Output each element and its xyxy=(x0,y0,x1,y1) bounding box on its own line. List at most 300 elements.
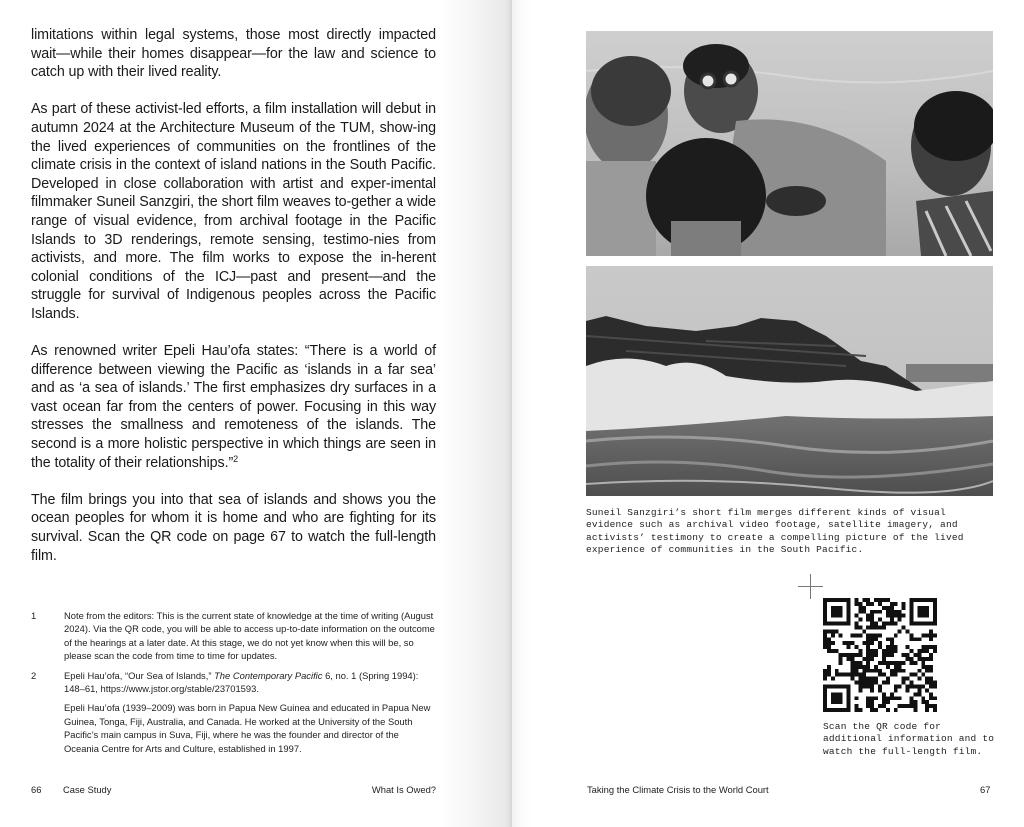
footnotes xyxy=(31,609,436,761)
qr-module xyxy=(921,610,925,614)
qr-module xyxy=(858,681,862,685)
qr-module xyxy=(898,704,902,708)
qr-module xyxy=(929,653,933,657)
qr-module xyxy=(823,688,827,692)
qr-module xyxy=(894,665,898,669)
qr-code-image[interactable] xyxy=(823,598,937,712)
qr-module xyxy=(882,704,886,708)
photo-waves-rocks-image xyxy=(586,266,993,496)
qr-module xyxy=(886,665,890,669)
qr-module xyxy=(909,700,913,704)
qr-module xyxy=(882,681,886,685)
qr-module xyxy=(878,688,882,692)
qr-module xyxy=(835,673,839,677)
qr-module xyxy=(894,708,898,712)
qr-module xyxy=(913,700,917,704)
qr-module xyxy=(858,688,862,692)
footnote-number: 1 xyxy=(31,610,37,621)
qr-module xyxy=(862,598,866,602)
qr-module xyxy=(823,598,827,602)
qr-module xyxy=(933,708,937,712)
qr-module xyxy=(854,614,858,618)
qr-module xyxy=(847,618,851,622)
qr-module xyxy=(854,673,858,677)
qr-module xyxy=(878,669,882,673)
qr-module xyxy=(870,657,874,661)
qr-module xyxy=(921,622,925,626)
qr-module xyxy=(878,598,882,602)
qr-module xyxy=(890,606,894,610)
qr-module xyxy=(909,673,913,677)
qr-module xyxy=(933,606,937,610)
qr-module xyxy=(902,653,906,657)
qr-module xyxy=(827,598,831,602)
qr-module xyxy=(862,665,866,669)
qr-module xyxy=(823,622,827,626)
qr-module xyxy=(870,684,874,688)
body-text xyxy=(31,26,436,584)
qr-module xyxy=(831,649,835,653)
qr-module xyxy=(862,684,866,688)
qr-module xyxy=(835,649,839,653)
qr-module xyxy=(890,649,894,653)
qr-module xyxy=(882,622,886,626)
qr-module xyxy=(925,610,929,614)
qr-module xyxy=(925,677,929,681)
qr-module xyxy=(890,696,894,700)
qr-module xyxy=(866,602,870,606)
qr-module xyxy=(843,708,847,712)
qr-module xyxy=(854,626,858,630)
qr-module xyxy=(870,653,874,657)
qr-module xyxy=(851,657,855,661)
qr-module xyxy=(917,598,921,602)
qr-module xyxy=(870,669,874,673)
qr-module xyxy=(862,681,866,685)
qr-module xyxy=(906,677,910,681)
qr-module xyxy=(894,696,898,700)
qr-module xyxy=(890,653,894,657)
qr-module xyxy=(839,657,843,661)
qr-module xyxy=(933,704,937,708)
qr-module xyxy=(886,649,890,653)
qr-module xyxy=(913,704,917,708)
qr-module xyxy=(862,610,866,614)
qr-module xyxy=(858,626,862,630)
qr-module xyxy=(858,653,862,657)
qr-module xyxy=(909,681,913,685)
running-title-left: What Is Owed? xyxy=(371,784,436,795)
footnote-citation xyxy=(64,669,436,696)
qr-module xyxy=(874,653,878,657)
qr-module xyxy=(827,669,831,673)
qr-module xyxy=(917,657,921,661)
qr-module xyxy=(929,622,933,626)
qr-module xyxy=(898,696,902,700)
qr-module xyxy=(882,606,886,610)
qr-module xyxy=(894,622,898,626)
qr-module xyxy=(823,633,827,637)
running-title-right: Taking the Climate Crisis to the World Court xyxy=(587,784,769,795)
qr-module xyxy=(870,696,874,700)
qr-module xyxy=(886,606,890,610)
qr-module xyxy=(933,622,937,626)
paragraph-3 xyxy=(31,342,436,472)
qr-module xyxy=(847,708,851,712)
qr-module xyxy=(866,684,870,688)
qr-module xyxy=(878,641,882,645)
qr-module xyxy=(831,700,835,704)
qr-module xyxy=(906,629,910,633)
qr-module xyxy=(890,602,894,606)
qr-module xyxy=(870,626,874,630)
qr-module xyxy=(909,598,913,602)
qr-module xyxy=(831,622,835,626)
qr-module xyxy=(933,610,937,614)
qr-module xyxy=(925,681,929,685)
qr-module xyxy=(847,653,851,657)
qr-module xyxy=(890,614,894,618)
qr-module xyxy=(870,708,874,712)
qr-module xyxy=(933,618,937,622)
qr-module xyxy=(890,618,894,622)
qr-module xyxy=(854,681,858,685)
qr-module xyxy=(854,653,858,657)
qr-module xyxy=(917,653,921,657)
qr-module xyxy=(929,645,933,649)
qr-module xyxy=(823,696,827,700)
qr-module xyxy=(878,602,882,606)
qr-module xyxy=(839,653,843,657)
qr-module xyxy=(847,700,851,704)
qr-module xyxy=(874,610,878,614)
qr-module xyxy=(929,637,933,641)
qr-module xyxy=(823,700,827,704)
qr-module xyxy=(933,649,937,653)
qr-module xyxy=(874,598,878,602)
photo-men-gathered xyxy=(586,31,993,256)
qr-module xyxy=(866,661,870,665)
qr-module xyxy=(929,692,933,696)
qr-module xyxy=(827,708,831,712)
qr-module xyxy=(854,622,858,626)
qr-module xyxy=(835,610,839,614)
qr-module xyxy=(862,629,866,633)
qr-module xyxy=(886,653,890,657)
qr-module xyxy=(898,629,902,633)
qr-module xyxy=(913,637,917,641)
qr-module xyxy=(835,614,839,618)
photo-caption: Suneil Sanzgiri’s short film merges different kinds of visual evidence such as archival video footage, satellite imagery, and activists’ testimony to create a compelling picture of the lived experience of communities in the South Pacific. xyxy=(586,507,964,555)
qr-module xyxy=(823,637,827,641)
qr-module xyxy=(886,598,890,602)
qr-module xyxy=(909,657,913,661)
qr-module xyxy=(921,657,925,661)
qr-module xyxy=(870,681,874,685)
qr-module xyxy=(835,692,839,696)
qr-module xyxy=(909,704,913,708)
qr-module xyxy=(866,637,870,641)
qr-module xyxy=(823,614,827,618)
qr-module xyxy=(866,665,870,669)
qr-module xyxy=(898,665,902,669)
qr-module xyxy=(894,633,898,637)
qr-module xyxy=(921,700,925,704)
qr-module xyxy=(925,622,929,626)
qr-module xyxy=(851,673,855,677)
qr-module xyxy=(858,618,862,622)
qr-module xyxy=(874,681,878,685)
qr-module xyxy=(854,602,858,606)
qr-module xyxy=(866,645,870,649)
qr-module xyxy=(882,649,886,653)
qr-module xyxy=(886,700,890,704)
photo-waves-rocks xyxy=(586,266,993,496)
qr-module xyxy=(870,610,874,614)
qr-module xyxy=(831,633,835,637)
qr-module xyxy=(823,606,827,610)
qr-module xyxy=(831,677,835,681)
qr-module xyxy=(933,598,937,602)
qr-module xyxy=(874,677,878,681)
qr-module xyxy=(882,661,886,665)
qr-module xyxy=(878,673,882,677)
qr-module xyxy=(854,633,858,637)
qr-module xyxy=(847,657,851,661)
qr-module xyxy=(835,684,839,688)
qr-module xyxy=(847,614,851,618)
qr-module xyxy=(866,598,870,602)
qr-module xyxy=(933,696,937,700)
qr-module xyxy=(921,645,925,649)
qr-module xyxy=(866,669,870,673)
qr-module xyxy=(870,614,874,618)
qr-module xyxy=(921,696,925,700)
qr-module xyxy=(894,645,898,649)
qr-module xyxy=(862,606,866,610)
qr-module xyxy=(870,602,874,606)
qr-module xyxy=(894,649,898,653)
qr-module xyxy=(878,633,882,637)
qr-module xyxy=(854,669,858,673)
qr-module xyxy=(831,629,835,633)
qr-module xyxy=(894,673,898,677)
qr-module xyxy=(925,645,929,649)
qr-module xyxy=(890,641,894,645)
qr-module xyxy=(882,657,886,661)
qr-module xyxy=(858,661,862,665)
qr-module xyxy=(874,633,878,637)
qr-module xyxy=(870,688,874,692)
qr-module xyxy=(917,692,921,696)
qr-module xyxy=(854,661,858,665)
qr-module xyxy=(858,708,862,712)
qr-module xyxy=(886,681,890,685)
crop-mark-icon xyxy=(798,574,823,599)
qr-module xyxy=(925,665,929,669)
qr-module xyxy=(866,626,870,630)
citation-details[interactable]: 6, no. 1 (Spring 1994): 148–61, https://www.jstor.org/stable/23701593. xyxy=(64,669,419,695)
qr-module xyxy=(909,610,913,614)
qr-module xyxy=(874,622,878,626)
qr-module xyxy=(870,637,874,641)
qr-module xyxy=(906,704,910,708)
qr-module xyxy=(827,641,831,645)
qr-module xyxy=(917,669,921,673)
qr-module xyxy=(870,700,874,704)
qr-module xyxy=(925,606,929,610)
footnote-ref-2[interactable]: 2 xyxy=(233,453,239,464)
qr-module xyxy=(823,684,827,688)
qr-module xyxy=(913,692,917,696)
qr-module xyxy=(835,598,839,602)
qr-module xyxy=(882,696,886,700)
qr-module xyxy=(917,684,921,688)
qr-module xyxy=(909,633,913,637)
qr-module xyxy=(858,606,862,610)
qr-module xyxy=(851,665,855,669)
qr-module xyxy=(925,657,929,661)
qr-module xyxy=(835,606,839,610)
qr-module xyxy=(906,688,910,692)
qr-module xyxy=(906,645,910,649)
qr-module xyxy=(847,602,851,606)
qr-module xyxy=(894,684,898,688)
qr-module xyxy=(854,645,858,649)
qr-module xyxy=(902,704,906,708)
qr-module xyxy=(870,622,874,626)
qr-module xyxy=(902,606,906,610)
qr-module xyxy=(921,684,925,688)
qr-module xyxy=(933,645,937,649)
footnote-1 xyxy=(31,609,436,663)
qr-module xyxy=(858,610,862,614)
qr-module xyxy=(890,622,894,626)
qr-module xyxy=(921,633,925,637)
qr-module xyxy=(902,661,906,665)
qr-module xyxy=(933,602,937,606)
qr-module xyxy=(866,681,870,685)
qr-module xyxy=(909,602,913,606)
qr-module xyxy=(898,661,902,665)
paragraph-1: limitations within legal systems, those most directly impacted wait—while their homes disappear—for the law and science to catch up with their lived reality. xyxy=(31,27,436,81)
qr-module xyxy=(835,629,839,633)
qr-module xyxy=(929,684,933,688)
qr-module xyxy=(835,708,839,712)
qr-module xyxy=(878,610,882,614)
qr-module xyxy=(858,665,862,669)
qr-module xyxy=(909,661,913,665)
qr-module xyxy=(921,598,925,602)
qr-module xyxy=(894,669,898,673)
qr-module xyxy=(890,637,894,641)
qr-module xyxy=(839,700,843,704)
qr-module xyxy=(921,673,925,677)
qr-module xyxy=(866,618,870,622)
qr-module xyxy=(921,614,925,618)
qr-module xyxy=(913,708,917,712)
footnote-2 xyxy=(31,669,436,755)
qr-module xyxy=(890,669,894,673)
qr-module xyxy=(913,684,917,688)
qr-module xyxy=(898,614,902,618)
qr-module xyxy=(902,681,906,685)
qr-code[interactable] xyxy=(823,598,937,712)
qr-module xyxy=(898,618,902,622)
qr-module xyxy=(878,684,882,688)
qr-module xyxy=(882,653,886,657)
qr-module xyxy=(843,641,847,645)
qr-module xyxy=(890,645,894,649)
qr-module xyxy=(835,622,839,626)
qr-module xyxy=(913,598,917,602)
qr-module xyxy=(913,653,917,657)
qr-module xyxy=(831,684,835,688)
qr-module xyxy=(933,684,937,688)
qr-module xyxy=(839,708,843,712)
qr-module xyxy=(823,602,827,606)
qr-module xyxy=(866,633,870,637)
qr-module xyxy=(874,626,878,630)
qr-module xyxy=(831,614,835,618)
qr-module xyxy=(866,657,870,661)
qr-module xyxy=(933,633,937,637)
qr-module xyxy=(929,704,933,708)
qr-module xyxy=(874,637,878,641)
qr-module xyxy=(913,622,917,626)
qr-module xyxy=(898,610,902,614)
qr-module xyxy=(866,649,870,653)
qr-module xyxy=(917,614,921,618)
qr-module xyxy=(847,696,851,700)
qr-module xyxy=(831,696,835,700)
qr-module xyxy=(839,661,843,665)
qr-module xyxy=(909,684,913,688)
qr-module xyxy=(823,641,827,645)
qr-module xyxy=(839,633,843,637)
qr-module xyxy=(862,669,866,673)
qr-module xyxy=(886,622,890,626)
qr-module xyxy=(902,626,906,630)
qr-module xyxy=(874,708,878,712)
qr-module xyxy=(878,661,882,665)
qr-module xyxy=(827,637,831,641)
paragraph-2: As part of these activist-led efforts, a film installation will debut in autumn 2024 at the Architecture Museum of the TUM, show-ing the lived experiences of communities on the frontlines of the climate crisis in the context of island nations in the South Pacific. Developed in close collaboration with artist and exper-imental filmmaker Suneil Sanzgiri, the short film weaves to-gether a wide range of visual evidence, from archival footage in the Pacific Islands to 3D renderings, remote sensing, testimo-nies from activists, and more. The film works to expose the in-herent colonial conditions of the ICJ—past and present—and the struggle for survival of Indigenous peoples across the Pacific Islands. xyxy=(31,101,436,322)
qr-module xyxy=(823,692,827,696)
qr-module xyxy=(843,684,847,688)
qr-module xyxy=(906,684,910,688)
qr-module xyxy=(851,653,855,657)
qr-module xyxy=(874,649,878,653)
qr-module xyxy=(917,649,921,653)
qr-module xyxy=(894,661,898,665)
qr-module xyxy=(929,681,933,685)
qr-module xyxy=(839,614,843,618)
qr-module xyxy=(890,610,894,614)
qr-module xyxy=(847,692,851,696)
qr-module xyxy=(894,614,898,618)
qr-module xyxy=(882,673,886,677)
qr-caption: Scan the QR code for additional information and to watch the full-length film. xyxy=(823,721,995,757)
qr-module xyxy=(823,610,827,614)
qr-module xyxy=(823,669,827,673)
qr-module xyxy=(862,641,866,645)
qr-module xyxy=(835,696,839,700)
qr-module xyxy=(831,606,835,610)
qr-module xyxy=(854,708,858,712)
qr-module xyxy=(854,665,858,669)
qr-module xyxy=(929,677,933,681)
